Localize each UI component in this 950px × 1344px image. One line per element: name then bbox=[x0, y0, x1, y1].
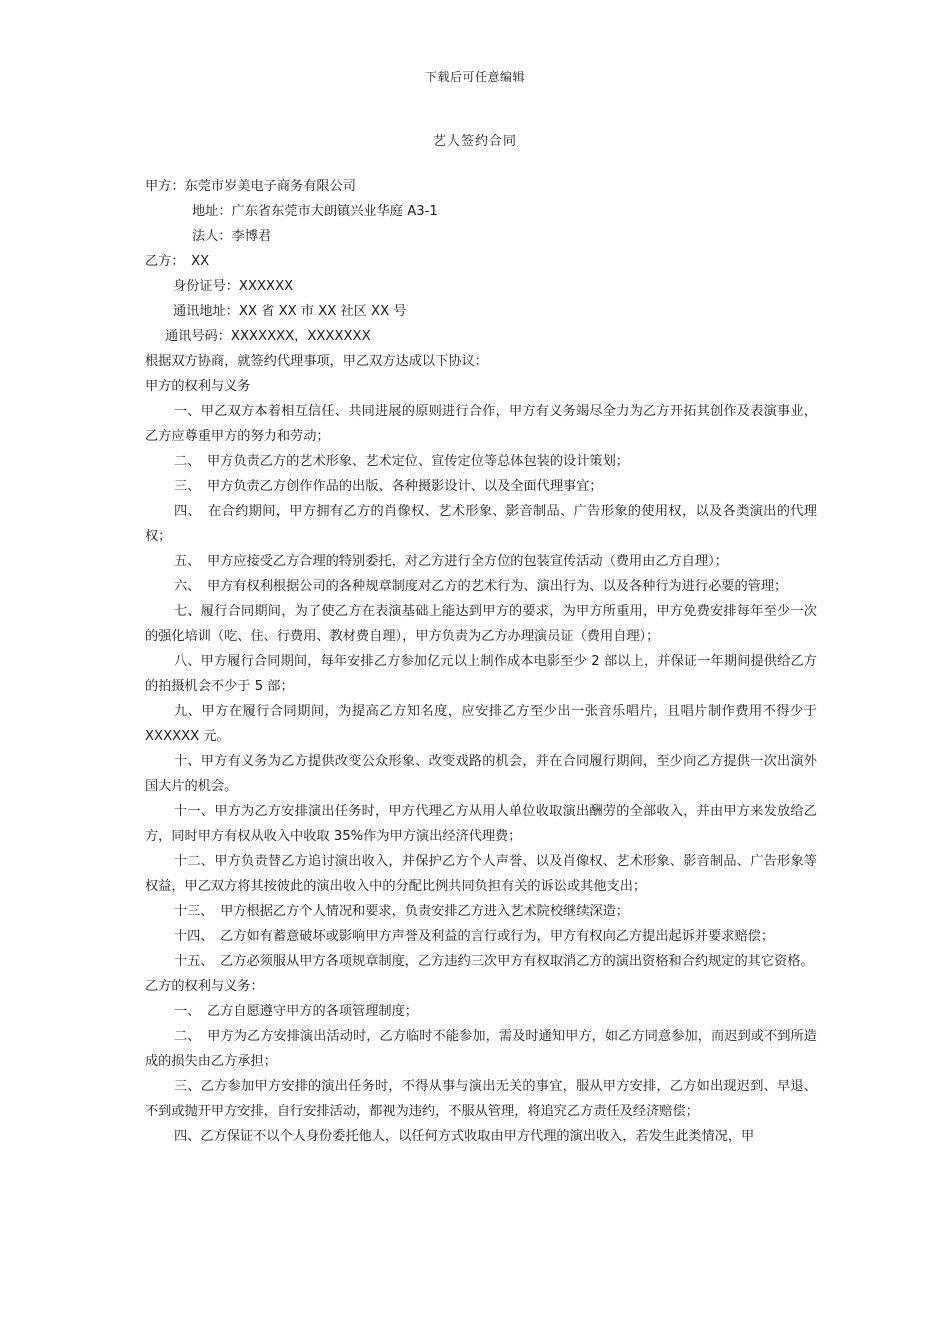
section-a-item: 二、 甲方负责乙方的艺术形象、艺术定位、宣传定位等总体包装的设计策划； bbox=[174, 454, 629, 469]
header-note: 下载后可任意编辑 bbox=[424, 70, 525, 84]
party-b-phone: 通讯号码：XXXXXXX，XXXXXXX bbox=[165, 329, 371, 344]
contract-body bbox=[145, 174, 817, 1149]
section-a-item: 十、甲方有义务为乙方提供改变公众形象、改变戏路的机会，并在合同履行期间，至少向乙方提供一次出演外国大片的机会。 bbox=[145, 754, 817, 794]
section-b-item: 二、 甲方为乙方安排演出活动时，乙方临时不能参加，需及时通知甲方，如乙方同意参加，而迟到或不到所造成的损失由乙方承担； bbox=[145, 1029, 817, 1069]
section-a-item: 十一、甲方为乙方安排演出任务时，甲方代理乙方从用人单位收取演出酬劳的全部收入，并由甲方来发放给乙方，同时甲方有权从收入中收取 35%作为甲方演出经济代理费； bbox=[145, 804, 817, 844]
section-a-item: 五、 甲方应接受乙方合理的特别委托，对乙方进行全方位的包装宣传活动（费用由乙方自理）； bbox=[174, 554, 728, 569]
intro-text: 根据双方协商，就签约代理事项，甲乙双方达成以下协议： bbox=[145, 354, 488, 369]
section-a-item: 十二、甲方负责替乙方追讨演出收入，并保护乙方个人声誉、以及肖像权、艺术形象、影音制品、广告形象等权益，甲乙双方将其按彼此的演出收入中的分配比例共同负担有关的诉讼或其他支出； bbox=[145, 854, 817, 894]
section-a-item: 一、甲乙双方本着相互信任、共同进展的原则进行合作，甲方有义务竭尽全力为乙方开拓其创作及表演事业，乙方应尊重甲方的努力和劳动； bbox=[145, 404, 817, 444]
section-a-item: 十五、 乙方必须服从甲方各项规章制度，乙方违约三次甲方有权取消乙方的演出资格和合约规定的其它资格。 bbox=[174, 954, 814, 969]
section-b-heading: 乙方的权利与义务： bbox=[145, 979, 264, 994]
section-b-item: 一、 乙方自愿遵守甲方的各项管理制度； bbox=[174, 1004, 418, 1019]
section-a-item: 九、甲方在履行合同期间，为提高乙方知名度，应安排乙方至少出一张音乐唱片，且唱片制作费用不得少于 XXXXXX 元。 bbox=[145, 704, 817, 744]
party-b-id-number: 身份证号：XXXXXX bbox=[173, 279, 294, 294]
section-a-item: 四、 在合约期间，甲方拥有乙方的肖像权、艺术形象、影音制品、广告形象的使用权，以及各类演出的代理权； bbox=[145, 504, 817, 544]
section-b-item: 四、乙方保证不以个人身份委托他人，以任何方式收取由甲方代理的演出收入，若发生此类情况，甲 bbox=[174, 1129, 755, 1144]
section-a-heading: 甲方的权利与义务 bbox=[145, 379, 251, 394]
section-a-item: 三、 甲方负责乙方创作作品的出版、各种摄影设计、以及全面代理事宜； bbox=[174, 479, 603, 494]
section-b-item: 三、乙方参加甲方安排的演出任务时，不得从事与演出无关的事宜，服从甲方安排，乙方如出现迟到、早退、不到或抛开甲方安排，自行安排活动，都视为违约，不服从管理，将追究乙方责任及经济赔偿； bbox=[145, 1079, 817, 1119]
section-a-item: 七、履行合同期间，为了使乙方在表演基础上能达到甲方的要求，为甲方所重用，甲方免费安排每年至少一次的强化培训（吃、住、行费用、教材费自理），甲方负责为乙方办理演员证（费用自理）； bbox=[145, 604, 817, 644]
section-a-item: 十三、 甲方根据乙方个人情况和要求，负责安排乙方进入艺术院校继续深造； bbox=[174, 904, 629, 919]
party-a-address: 地址：广东省东莞市大朗镇兴业华庭 A3-1 bbox=[192, 204, 438, 219]
party-a-legal-rep: 法人：李博君 bbox=[192, 229, 272, 244]
section-a-item: 八、甲方履行合同期间，每年安排乙方参加亿元以上制作成本电影至少 2 部以上，并保证一年期间提供给乙方的拍摄机会不少于 5 部； bbox=[145, 654, 817, 694]
party-a-label: 甲方：东莞市岁美电子商务有限公司 bbox=[145, 179, 356, 194]
party-b-address: 通讯地址：XX 省 XX 市 XX 社区 XX 号 bbox=[173, 304, 407, 319]
document-title: 艺人签约合同 bbox=[432, 134, 517, 149]
section-a-item: 六、 甲方有权利根据公司的各种规章制度对乙方的艺术行为、演出行为、以及各种行为进行必要的管理； bbox=[174, 579, 788, 594]
party-b-label: 乙方： XX bbox=[145, 254, 210, 269]
section-a-item: 十四、 乙方如有蓄意破坏或影响甲方声誉及利益的言行或行为，甲方有权向乙方提出起诉并要求赔偿； bbox=[174, 929, 775, 944]
